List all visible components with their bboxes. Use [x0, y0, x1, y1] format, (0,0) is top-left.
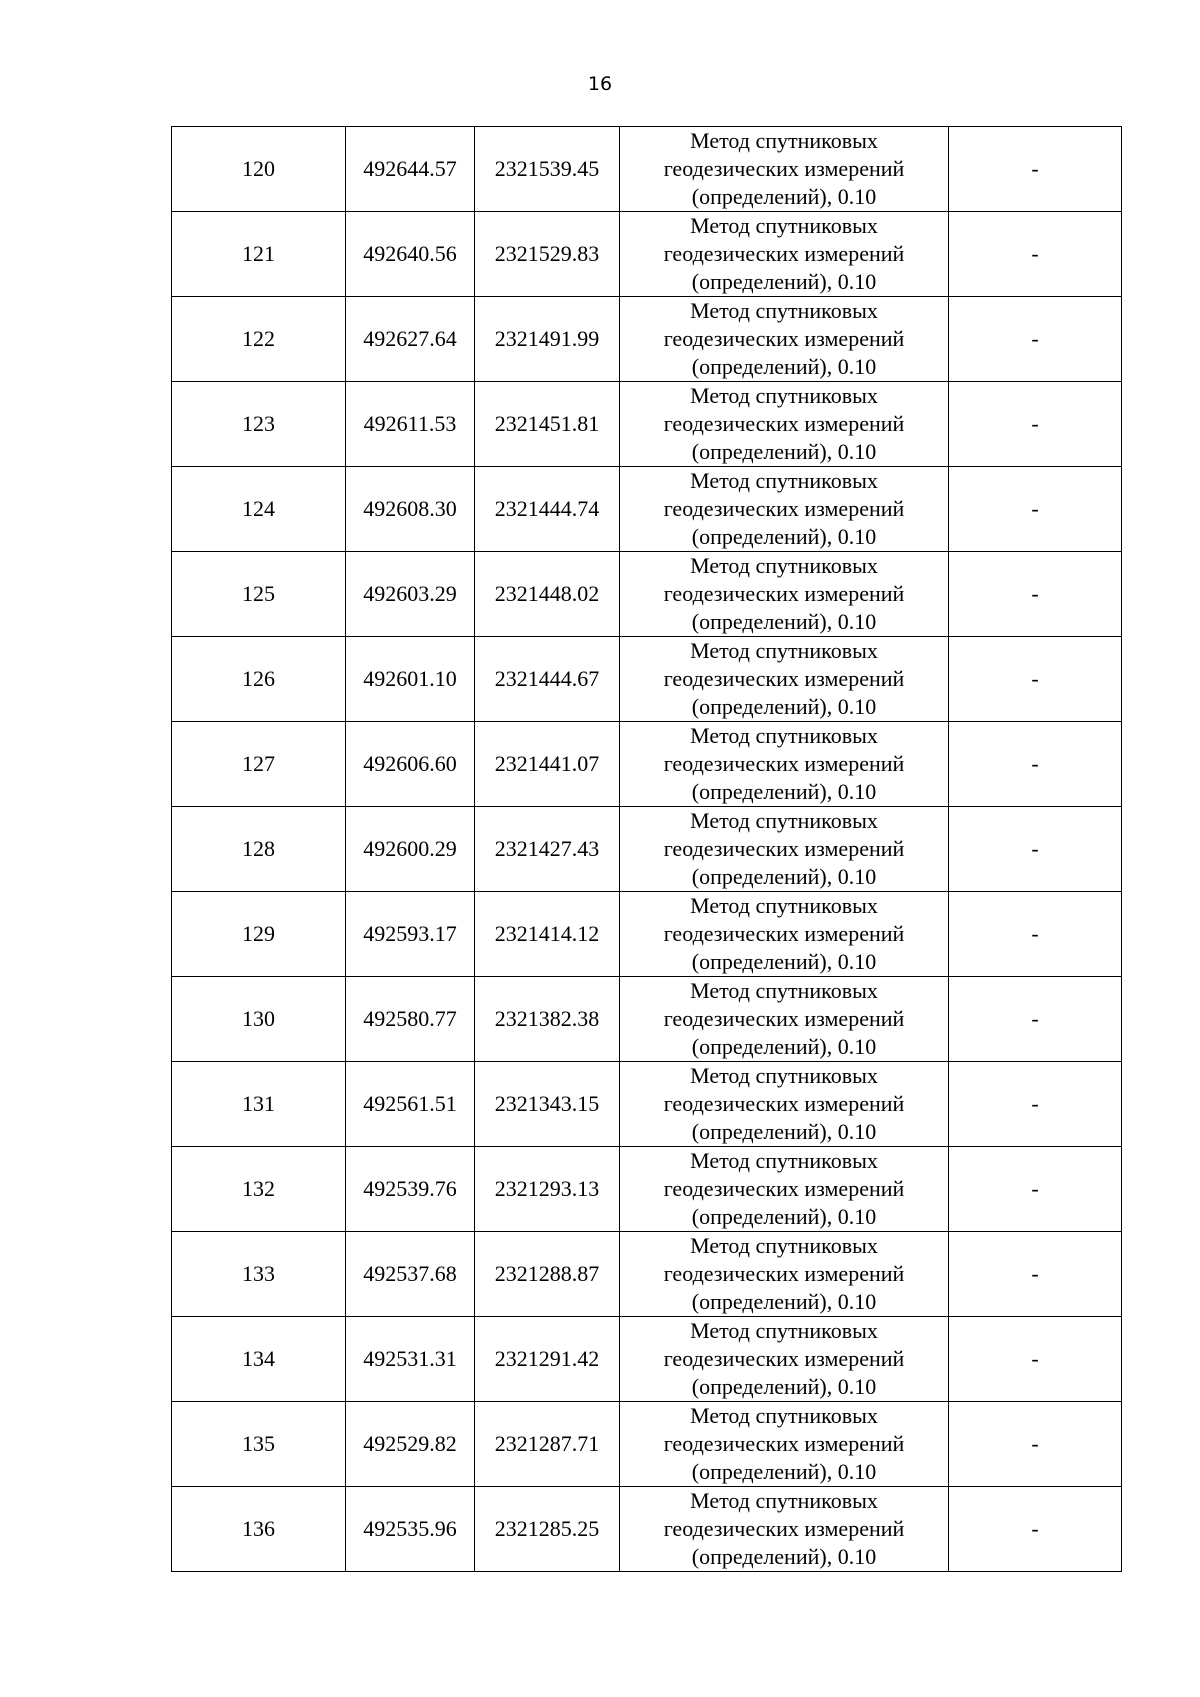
table-row — [172, 977, 1122, 1062]
method-line: геодезических измерений — [663, 411, 905, 436]
x-coordinate-cell: 492640.56 — [346, 212, 475, 297]
method-line: (определений), 0.10 — [691, 184, 877, 209]
table-row — [172, 552, 1122, 637]
method-line: геодезических измерений — [663, 836, 905, 861]
method-line: Метод спутниковых — [690, 1148, 878, 1173]
x-coordinate-cell: 492593.17 — [346, 892, 475, 977]
y-coordinate-cell: 2321382.38 — [475, 977, 620, 1062]
coordinates-table — [171, 126, 1122, 1572]
method-line: геодезических измерений — [663, 1431, 905, 1456]
method-cell — [620, 1317, 949, 1402]
note-cell: - — [949, 722, 1122, 807]
table-row — [172, 1487, 1122, 1572]
method-line: геодезических измерений — [663, 496, 905, 521]
x-coordinate-cell: 492600.29 — [346, 807, 475, 892]
method-line: геодезических измерений — [663, 666, 905, 691]
table-row — [172, 807, 1122, 892]
x-coordinate-cell: 492531.31 — [346, 1317, 475, 1402]
note-cell: - — [949, 892, 1122, 977]
method-line: Метод спутниковых — [690, 638, 878, 663]
coordinates-table-body — [172, 127, 1122, 1572]
method-line: (определений), 0.10 — [691, 694, 877, 719]
note-cell: - — [949, 1402, 1122, 1487]
method-line: Метод спутниковых — [690, 298, 878, 323]
method-cell — [620, 1487, 949, 1572]
point-number-cell: 122 — [172, 297, 346, 382]
table-row — [172, 637, 1122, 722]
x-coordinate-cell: 492608.30 — [346, 467, 475, 552]
y-coordinate-cell: 2321539.45 — [475, 127, 620, 212]
method-cell — [620, 722, 949, 807]
method-line: Метод спутниковых — [690, 723, 878, 748]
method-line: (определений), 0.10 — [691, 609, 877, 634]
method-line: геодезических измерений — [663, 156, 905, 181]
note-cell: - — [949, 807, 1122, 892]
method-cell — [620, 467, 949, 552]
method-line: (определений), 0.10 — [691, 524, 877, 549]
point-number-cell: 136 — [172, 1487, 346, 1572]
table-row — [172, 1317, 1122, 1402]
note-cell: - — [949, 637, 1122, 722]
point-number-cell: 120 — [172, 127, 346, 212]
table-row — [172, 297, 1122, 382]
method-cell — [620, 1147, 949, 1232]
y-coordinate-cell: 2321529.83 — [475, 212, 620, 297]
point-number-cell: 126 — [172, 637, 346, 722]
method-line: геодезических измерений — [663, 326, 905, 351]
method-line: (определений), 0.10 — [691, 439, 877, 464]
y-coordinate-cell: 2321448.02 — [475, 552, 620, 637]
method-line: (определений), 0.10 — [691, 1544, 877, 1569]
point-number-cell: 121 — [172, 212, 346, 297]
table-row — [172, 892, 1122, 977]
method-line: Метод спутниковых — [690, 128, 878, 153]
method-cell — [620, 807, 949, 892]
note-cell: - — [949, 127, 1122, 212]
x-coordinate-cell: 492537.68 — [346, 1232, 475, 1317]
y-coordinate-cell: 2321444.74 — [475, 467, 620, 552]
method-line: геодезических измерений — [663, 581, 905, 606]
y-coordinate-cell: 2321441.07 — [475, 722, 620, 807]
x-coordinate-cell: 492644.57 — [346, 127, 475, 212]
y-coordinate-cell: 2321287.71 — [475, 1402, 620, 1487]
x-coordinate-cell: 492561.51 — [346, 1062, 475, 1147]
y-coordinate-cell: 2321288.87 — [475, 1232, 620, 1317]
note-cell: - — [949, 1062, 1122, 1147]
x-coordinate-cell: 492606.60 — [346, 722, 475, 807]
x-coordinate-cell: 492627.64 — [346, 297, 475, 382]
method-line: Метод спутниковых — [690, 893, 878, 918]
table-row — [172, 722, 1122, 807]
table-row — [172, 1402, 1122, 1487]
method-line: Метод спутниковых — [690, 1233, 878, 1258]
method-line: геодезических измерений — [663, 1091, 905, 1116]
method-line: Метод спутниковых — [690, 1403, 878, 1428]
method-line: Метод спутниковых — [690, 1488, 878, 1513]
method-line: (определений), 0.10 — [691, 779, 877, 804]
method-line: Метод спутниковых — [690, 383, 878, 408]
note-cell: - — [949, 1317, 1122, 1402]
method-line: (определений), 0.10 — [691, 1119, 877, 1144]
method-line: (определений), 0.10 — [691, 1459, 877, 1484]
method-line: Метод спутниковых — [690, 1318, 878, 1343]
note-cell: - — [949, 552, 1122, 637]
page-number: 16 — [587, 73, 613, 95]
point-number-cell: 132 — [172, 1147, 346, 1232]
method-line: (определений), 0.10 — [691, 1289, 877, 1314]
method-line: (определений), 0.10 — [691, 1374, 877, 1399]
method-cell — [620, 1402, 949, 1487]
table-row — [172, 1062, 1122, 1147]
method-cell — [620, 977, 949, 1062]
y-coordinate-cell: 2321427.43 — [475, 807, 620, 892]
table-row — [172, 382, 1122, 467]
note-cell: - — [949, 212, 1122, 297]
y-coordinate-cell: 2321291.42 — [475, 1317, 620, 1402]
method-line: Метод спутниковых — [690, 468, 878, 493]
point-number-cell: 127 — [172, 722, 346, 807]
method-line: (определений), 0.10 — [691, 949, 877, 974]
method-cell — [620, 1232, 949, 1317]
point-number-cell: 130 — [172, 977, 346, 1062]
x-coordinate-cell: 492539.76 — [346, 1147, 475, 1232]
method-line: геодезических измерений — [663, 1346, 905, 1371]
y-coordinate-cell: 2321293.13 — [475, 1147, 620, 1232]
x-coordinate-cell: 492601.10 — [346, 637, 475, 722]
x-coordinate-cell: 492529.82 — [346, 1402, 475, 1487]
x-coordinate-cell: 492611.53 — [346, 382, 475, 467]
point-number-cell: 123 — [172, 382, 346, 467]
method-line: геодезических измерений — [663, 921, 905, 946]
y-coordinate-cell: 2321285.25 — [475, 1487, 620, 1572]
method-line: геодезических измерений — [663, 1261, 905, 1286]
method-cell — [620, 1062, 949, 1147]
point-number-cell: 135 — [172, 1402, 346, 1487]
method-line: (определений), 0.10 — [691, 354, 877, 379]
note-cell: - — [949, 1487, 1122, 1572]
method-cell — [620, 127, 949, 212]
point-number-cell: 134 — [172, 1317, 346, 1402]
point-number-cell: 129 — [172, 892, 346, 977]
method-line: (определений), 0.10 — [691, 269, 877, 294]
point-number-cell: 133 — [172, 1232, 346, 1317]
method-line: геодезических измерений — [663, 241, 905, 266]
method-cell — [620, 552, 949, 637]
method-line: геодезических измерений — [663, 751, 905, 776]
table-row — [172, 1147, 1122, 1232]
method-line: (определений), 0.10 — [691, 1204, 877, 1229]
x-coordinate-cell: 492580.77 — [346, 977, 475, 1062]
table-row — [172, 212, 1122, 297]
point-number-cell: 131 — [172, 1062, 346, 1147]
point-number-cell: 125 — [172, 552, 346, 637]
method-line: Метод спутниковых — [690, 808, 878, 833]
note-cell: - — [949, 977, 1122, 1062]
method-line: геодезических измерений — [663, 1176, 905, 1201]
method-line: геодезических измерений — [663, 1516, 905, 1541]
method-cell — [620, 297, 949, 382]
y-coordinate-cell: 2321444.67 — [475, 637, 620, 722]
method-cell — [620, 382, 949, 467]
method-line: Метод спутниковых — [690, 978, 878, 1003]
point-number-cell: 128 — [172, 807, 346, 892]
note-cell: - — [949, 382, 1122, 467]
table-row — [172, 467, 1122, 552]
point-number-cell: 124 — [172, 467, 346, 552]
method-line: геодезических измерений — [663, 1006, 905, 1031]
method-line: (определений), 0.10 — [691, 1034, 877, 1059]
x-coordinate-cell: 492603.29 — [346, 552, 475, 637]
method-line: Метод спутниковых — [690, 553, 878, 578]
y-coordinate-cell: 2321414.12 — [475, 892, 620, 977]
note-cell: - — [949, 467, 1122, 552]
table-row — [172, 1232, 1122, 1317]
method-line: Метод спутниковых — [690, 1063, 878, 1088]
method-line: (определений), 0.10 — [691, 864, 877, 889]
y-coordinate-cell: 2321491.99 — [475, 297, 620, 382]
method-cell — [620, 212, 949, 297]
y-coordinate-cell: 2321343.15 — [475, 1062, 620, 1147]
method-cell — [620, 892, 949, 977]
x-coordinate-cell: 492535.96 — [346, 1487, 475, 1572]
note-cell: - — [949, 1232, 1122, 1317]
table-row — [172, 127, 1122, 212]
y-coordinate-cell: 2321451.81 — [475, 382, 620, 467]
note-cell: - — [949, 1147, 1122, 1232]
note-cell: - — [949, 297, 1122, 382]
method-cell — [620, 637, 949, 722]
method-line: Метод спутниковых — [690, 213, 878, 238]
